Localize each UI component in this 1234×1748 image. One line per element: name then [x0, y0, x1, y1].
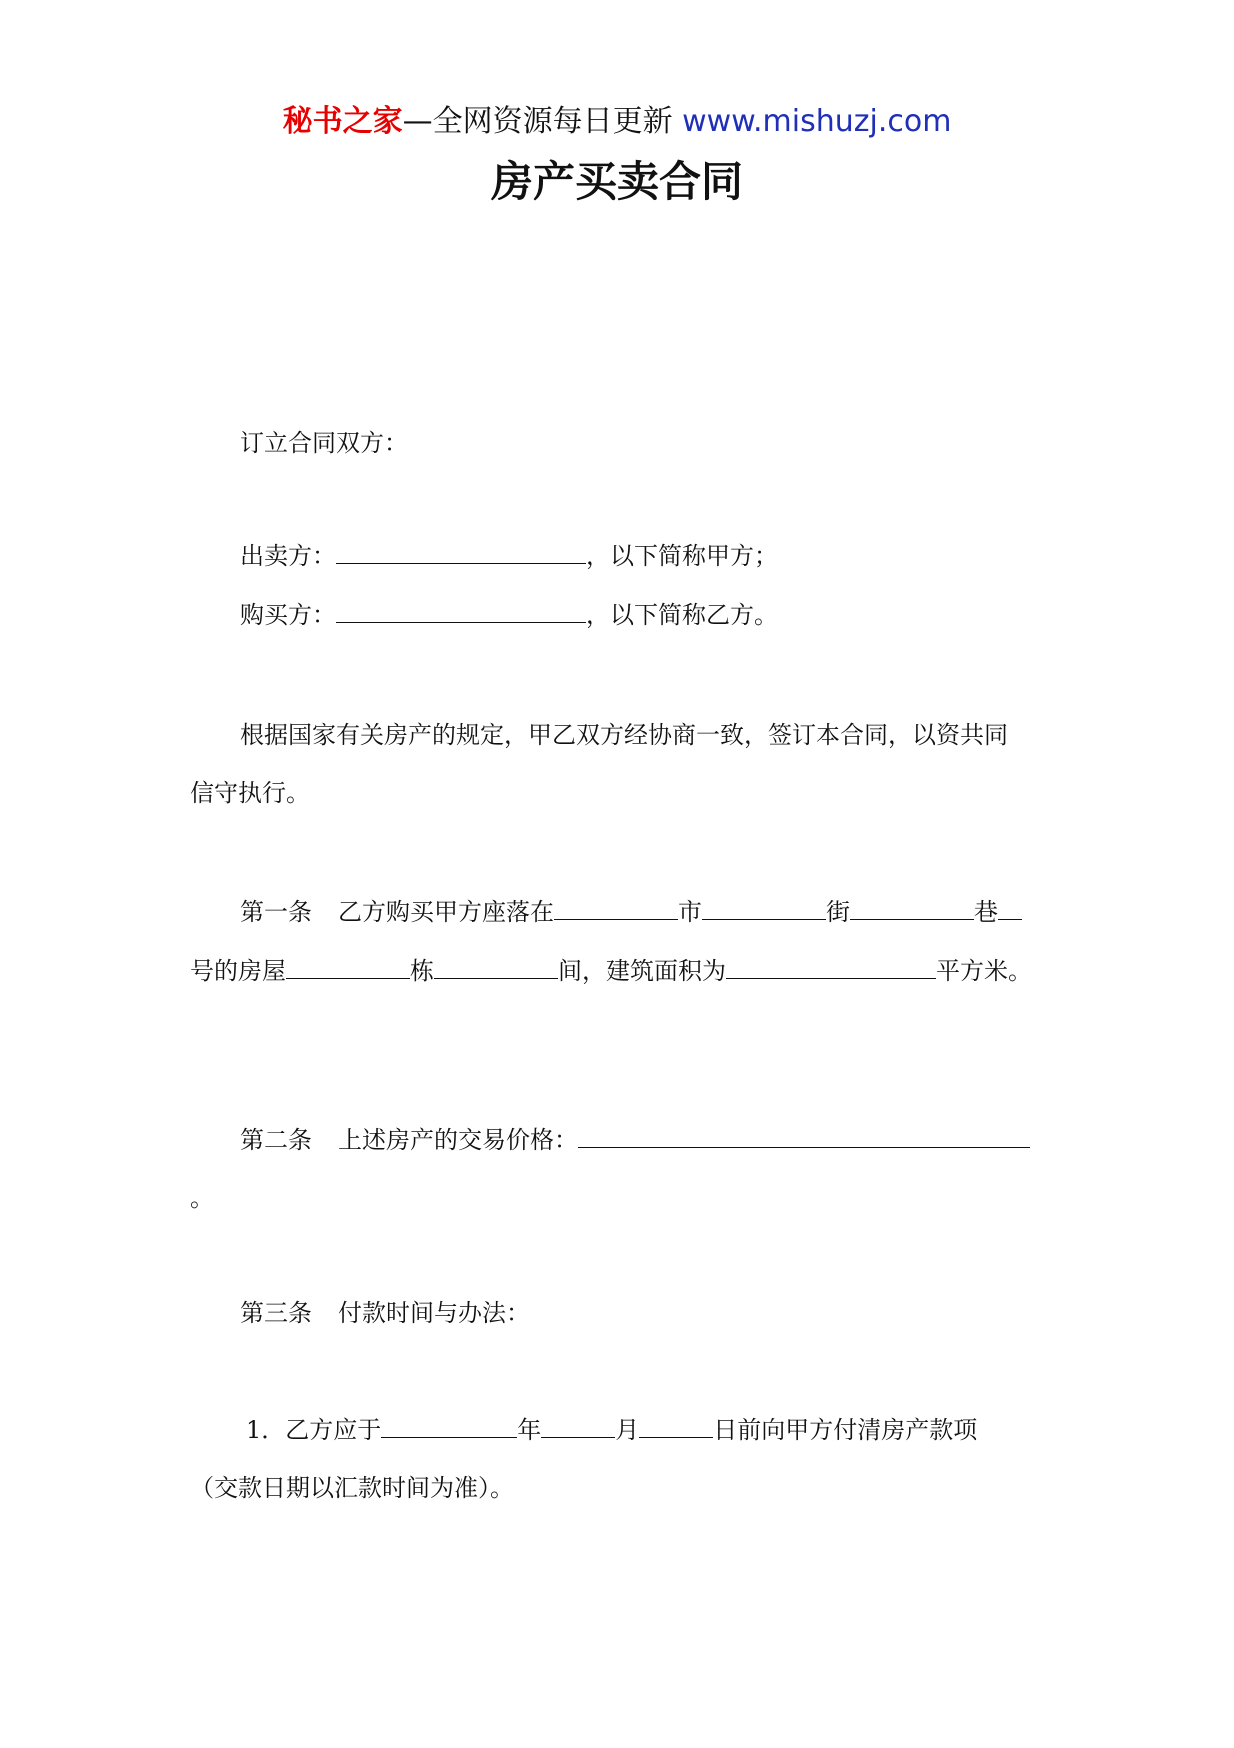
- room-blank[interactable]: [434, 954, 558, 979]
- header-tagline: —全网资源每日更新: [402, 104, 683, 139]
- street-label: 街: [826, 898, 850, 926]
- clause1-text: 乙方应于: [285, 1416, 382, 1444]
- article1-label: 第一条: [240, 898, 312, 926]
- seller-blank[interactable]: [336, 539, 586, 564]
- month-label: 月: [615, 1416, 640, 1444]
- day-blank[interactable]: [639, 1413, 713, 1438]
- price-blank[interactable]: [578, 1123, 1030, 1148]
- area-blank[interactable]: [726, 954, 936, 979]
- buyer-suffix: ，以下简称乙方。: [586, 601, 778, 629]
- buyer-blank[interactable]: [336, 598, 586, 623]
- seller-line: [240, 538, 778, 574]
- site-header: [0, 100, 1234, 144]
- seller-suffix: ，以下简称甲方；: [586, 542, 778, 570]
- clause1-number: 1．: [246, 1416, 286, 1444]
- article1-line-1: [240, 894, 1022, 930]
- article2-line: [240, 1122, 1030, 1158]
- article2-end: 。: [190, 1184, 214, 1212]
- parties-intro: 订立合同双方：: [240, 429, 408, 457]
- number-label: 号的房屋: [190, 957, 286, 985]
- buyer-label: 购买方：: [240, 601, 336, 629]
- city-blank[interactable]: [554, 895, 678, 920]
- clause1-line-1: [246, 1412, 977, 1448]
- area-label: 间，建筑面积为: [558, 957, 726, 985]
- building-label: 栋: [410, 957, 434, 985]
- article2-label: 第二条: [240, 1126, 312, 1154]
- number-blank[interactable]: [998, 895, 1022, 920]
- site-url[interactable]: www.mishuzj.com: [682, 104, 952, 139]
- article1-text: 乙方购买甲方座落在: [338, 898, 554, 926]
- lane-blank[interactable]: [850, 895, 974, 920]
- buyer-line: [240, 597, 778, 633]
- lane-label: 巷: [974, 898, 998, 926]
- seller-label: 出卖方：: [240, 542, 336, 570]
- year-label: 年: [517, 1416, 542, 1444]
- clause1-text-b: 日前向甲方付清房产款项: [713, 1416, 978, 1444]
- article3-text: 付款时间与办法：: [338, 1299, 530, 1327]
- area-unit: 平方米。: [936, 957, 1032, 985]
- preamble-line-2: 信守执行。: [190, 779, 310, 807]
- article1-line-2: [190, 953, 1032, 989]
- article2-text: 上述房产的交易价格：: [338, 1126, 578, 1154]
- month-blank[interactable]: [541, 1413, 615, 1438]
- city-label: 市: [678, 898, 702, 926]
- building-blank[interactable]: [286, 954, 410, 979]
- year-blank[interactable]: [381, 1413, 517, 1438]
- street-blank[interactable]: [702, 895, 826, 920]
- article3-label: 第三条: [240, 1299, 312, 1327]
- document-title: 房产买卖合同: [490, 157, 743, 206]
- preamble-line-1: 根据国家有关房产的规定，甲乙双方经协商一致，签订本合同，以资共同: [240, 721, 1008, 749]
- clause1-line-2: （交款日期以汇款时间为准）。: [190, 1474, 514, 1502]
- brand-name: 秘书之家: [282, 104, 403, 139]
- article3-line: [240, 1295, 530, 1331]
